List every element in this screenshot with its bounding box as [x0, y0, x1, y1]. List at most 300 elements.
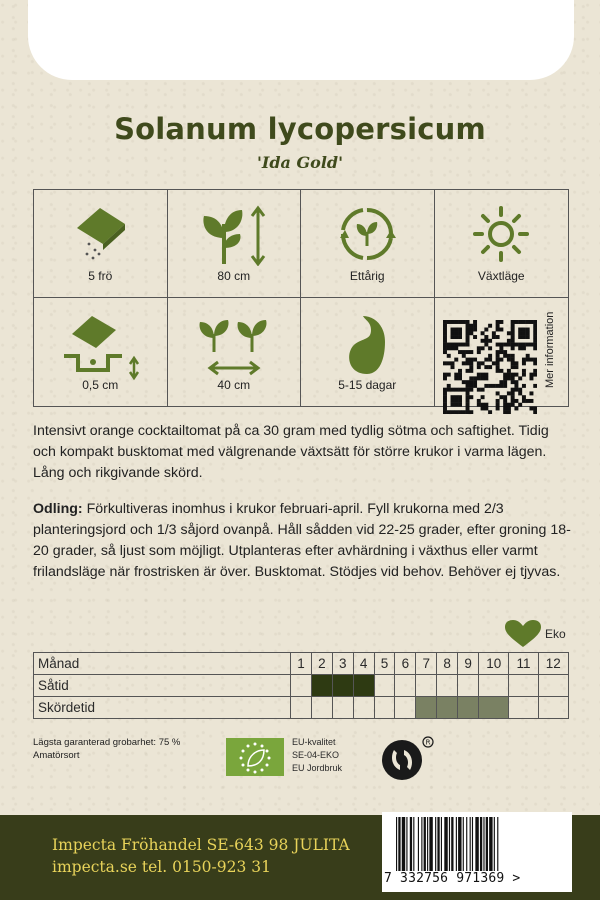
qr-module [525, 354, 529, 358]
qr-module [499, 380, 503, 384]
qr-module [480, 361, 484, 365]
qr-module [458, 335, 462, 339]
barcode-bar [470, 817, 471, 871]
qr-module [514, 388, 518, 392]
qr-module [454, 346, 458, 350]
qr-module [480, 373, 484, 377]
qr-module [480, 406, 484, 410]
cell-plant-height [168, 190, 302, 298]
footer-contact: impecta.se tel. 0150-923 31 [52, 858, 272, 876]
qr-module [461, 361, 465, 365]
qr-module [495, 369, 499, 373]
qr-module [443, 328, 447, 332]
qr-module [473, 335, 477, 339]
qr-module [495, 324, 499, 328]
cell-location [435, 190, 569, 298]
month-3: 3 [332, 653, 353, 675]
barcode-bar [475, 817, 478, 871]
qr-module [491, 384, 495, 388]
qr-module [503, 406, 507, 410]
germination-guarantee: Lägsta garanterad grobarhet: 75 % [33, 737, 181, 748]
harvest-cell [291, 697, 312, 719]
qr-module [510, 358, 514, 362]
barcode-bar [435, 817, 436, 871]
qr-module [450, 388, 454, 392]
germination-label: 5-15 dagar [338, 378, 397, 392]
barcode-bar [398, 817, 400, 871]
qr-module [503, 380, 507, 384]
qr-module [495, 399, 499, 403]
qr-module [480, 376, 484, 380]
cell-spacing [168, 298, 302, 406]
month-7: 7 [416, 653, 437, 675]
qr-module [450, 328, 454, 332]
qr-module [495, 361, 499, 365]
qr-module [443, 346, 447, 350]
month-2: 2 [311, 653, 332, 675]
eu-line-3: EU Jordbruk [292, 763, 343, 773]
qr-module [533, 346, 537, 350]
qr-module [510, 399, 514, 403]
qr-module [465, 328, 469, 332]
qr-module [506, 358, 510, 362]
qr-module [518, 403, 522, 407]
svg-text:R: R [425, 738, 431, 747]
qr-module [521, 369, 525, 373]
qr-module [484, 358, 488, 362]
qr-module [446, 410, 450, 414]
qr-module [521, 384, 525, 388]
qr-module [480, 346, 484, 350]
qr-module [514, 343, 518, 347]
qr-module [506, 331, 510, 335]
qr-module [533, 358, 537, 362]
calendar-header-row [34, 653, 569, 675]
qr-module [533, 373, 537, 377]
harvest-cell [538, 697, 568, 719]
barcode-number: 7 332756 971369 > [384, 871, 521, 886]
cultivation-text [33, 499, 573, 583]
qr-module [465, 335, 469, 339]
qr-module [506, 403, 510, 407]
sowing-row [34, 675, 569, 697]
sun-icon [469, 204, 533, 264]
qr-module [454, 410, 458, 414]
qr-module [521, 331, 525, 335]
qr-module [499, 350, 503, 354]
qr-module [510, 376, 514, 380]
annual-cycle-icon [336, 204, 398, 264]
qr-module [446, 343, 450, 347]
barcode-bar [402, 817, 405, 871]
qr-module [499, 343, 503, 347]
qr-module [480, 403, 484, 407]
barcode-bar [480, 817, 482, 871]
qr-module [443, 391, 447, 395]
qr-module [443, 388, 447, 392]
qr-module [469, 395, 473, 399]
harvest-cell [416, 697, 437, 719]
qr-module [491, 335, 495, 339]
barcode-bar [406, 817, 407, 871]
qr-module [450, 331, 454, 335]
more-info-label: Mer information [544, 311, 556, 389]
germination-info [33, 736, 180, 762]
qr-module [476, 346, 480, 350]
qr-module [476, 399, 480, 403]
qr-module [469, 376, 473, 380]
qr-module [495, 350, 499, 354]
harvest-cell [311, 697, 332, 719]
qr-module [525, 331, 529, 335]
sowing-cell [458, 675, 479, 697]
qr-module [495, 335, 499, 339]
qr-module [443, 399, 447, 403]
qr-module [484, 384, 488, 388]
qr-module [514, 365, 518, 369]
qr-module [465, 384, 469, 388]
qr-module [458, 343, 462, 347]
qr-module [521, 373, 525, 377]
qr-module [491, 361, 495, 365]
qr-module [525, 320, 529, 324]
qr-module [465, 388, 469, 392]
qr-module [469, 388, 473, 392]
qr-module [484, 406, 488, 410]
qr-module [533, 343, 537, 347]
qr-module [443, 406, 447, 410]
qr-module [473, 376, 477, 380]
qr-module [443, 343, 447, 347]
barcode-bar [489, 817, 492, 871]
qr-module [458, 403, 462, 407]
qr-module [476, 373, 480, 377]
qr-module [533, 406, 537, 410]
sowing-cell [353, 675, 374, 697]
qr-module [533, 331, 537, 335]
qr-module [499, 320, 503, 324]
qr-module [506, 369, 510, 373]
qr-module [443, 339, 447, 343]
qr-module [480, 331, 484, 335]
qr-module [495, 343, 499, 347]
page-title: Solanum lycopersicum [114, 112, 486, 146]
sowing-cell [311, 675, 332, 697]
qr-module [469, 361, 473, 365]
qr-module [484, 373, 488, 377]
harvest-cell [437, 697, 458, 719]
qr-module [458, 331, 462, 335]
qr-module [454, 358, 458, 362]
qr-module [529, 376, 533, 380]
harvest-row-label: Skördetid [34, 697, 291, 719]
qr-module [465, 369, 469, 373]
qr-module [521, 361, 525, 365]
qr-module [521, 328, 525, 332]
spacing-label: 40 cm [217, 378, 251, 392]
qr-module [503, 376, 507, 380]
calendar-header-label: Månad [34, 653, 291, 675]
barcode-bar [497, 817, 498, 871]
qr-module [484, 328, 488, 332]
qr-module [465, 350, 469, 354]
qr-module [465, 339, 469, 343]
qr-module [503, 399, 507, 403]
qr-module [476, 376, 480, 380]
eko-badge [505, 620, 566, 648]
sowing-cell [538, 675, 568, 697]
qr-module [506, 410, 510, 414]
qr-module [503, 410, 507, 414]
qr-module [484, 403, 488, 407]
harvest-cell [509, 697, 538, 719]
qr-module [510, 320, 514, 324]
qr-module [529, 391, 533, 395]
qr-module [525, 399, 529, 403]
sowing-cell [374, 675, 395, 697]
qr-module [450, 399, 454, 403]
qr-module [480, 395, 484, 399]
qr-module [465, 358, 469, 362]
qr-module [461, 343, 465, 347]
qr-module [499, 395, 503, 399]
qr-module [458, 328, 462, 332]
footer-address: Impecta Fröhandel SE-643 98 JULITA [52, 836, 350, 854]
qr-module [446, 361, 450, 365]
qr-module [514, 373, 518, 377]
qr-module [510, 335, 514, 339]
qr-module [529, 373, 533, 377]
qr-module [529, 343, 533, 347]
qr-module [506, 354, 510, 358]
barcode-bar [456, 817, 457, 871]
qr-module [450, 320, 454, 324]
qr-module [473, 320, 477, 324]
barcode-bar [437, 817, 439, 871]
qr-module [458, 410, 462, 414]
qr-module [521, 346, 525, 350]
cultivation-heading: Odling: [33, 501, 83, 517]
qr-module [443, 395, 447, 399]
qr-module [484, 335, 488, 339]
barcode [382, 812, 572, 892]
plant-spacing-icon [192, 312, 276, 378]
qr-module [476, 365, 480, 369]
lifecycle-label: Ettårig [349, 269, 385, 283]
barcode-bar [463, 817, 464, 871]
qr-module [458, 350, 462, 354]
qr-module [443, 373, 447, 377]
qr-module [465, 331, 469, 335]
qr-module [465, 380, 469, 384]
qr-module [454, 376, 458, 380]
qr-module [469, 380, 473, 384]
qr-module [461, 354, 465, 358]
eu-certification-text [292, 736, 342, 775]
qr-module [465, 320, 469, 324]
qr-module [446, 320, 450, 324]
qr-module [499, 328, 503, 332]
qr-module [510, 403, 514, 407]
qr-module [521, 358, 525, 362]
qr-module [450, 410, 454, 414]
qr-module [454, 395, 458, 399]
qr-module [506, 376, 510, 380]
qr-module [499, 346, 503, 350]
plant-height-label: 80 cm [217, 269, 251, 283]
qr-module [499, 384, 503, 388]
qr-module [510, 365, 514, 369]
qr-module [465, 343, 469, 347]
qr-module [488, 346, 492, 350]
qr-module [465, 410, 469, 414]
qr-module [450, 395, 454, 399]
qr-module [510, 395, 514, 399]
qr-module [495, 358, 499, 362]
barcode-bar [444, 817, 447, 871]
qr-module [458, 388, 462, 392]
qr-module [461, 350, 465, 354]
barcode-bar [396, 817, 397, 871]
month-4: 4 [353, 653, 374, 675]
germination-icon [337, 312, 397, 376]
harvest-cell [374, 697, 395, 719]
qr-module [533, 339, 537, 343]
qr-module [473, 358, 477, 362]
qr-module [469, 350, 473, 354]
qr-module [465, 399, 469, 403]
qr-module [518, 328, 522, 332]
qr-module [514, 380, 518, 384]
qr-module [506, 406, 510, 410]
qr-module [488, 339, 492, 343]
barcode-bar [429, 817, 432, 871]
qr-module [525, 358, 529, 362]
qr-module [450, 346, 454, 350]
qr-module [518, 331, 522, 335]
qr-module [529, 320, 533, 324]
qr-code-icon[interactable] [443, 320, 537, 414]
qr-module [488, 324, 492, 328]
month-11: 11 [509, 653, 538, 675]
month-1: 1 [291, 653, 312, 675]
qr-module [518, 376, 522, 380]
qr-module [503, 395, 507, 399]
barcode-bar [418, 817, 419, 871]
qr-module [480, 388, 484, 392]
qr-module [446, 384, 450, 388]
qr-module [469, 331, 473, 335]
qr-module [454, 335, 458, 339]
qr-module [458, 395, 462, 399]
qr-module [454, 388, 458, 392]
qr-module [514, 384, 518, 388]
qr-module [514, 399, 518, 403]
qr-module [484, 343, 488, 347]
qr-module [510, 373, 514, 377]
qr-module [465, 395, 469, 399]
qr-module [499, 358, 503, 362]
qr-module [533, 410, 537, 414]
qr-module [491, 331, 495, 335]
qr-module [458, 320, 462, 324]
qr-module [510, 354, 514, 358]
qr-module [450, 361, 454, 365]
qr-module [476, 388, 480, 392]
qr-module [518, 335, 522, 339]
qr-module [525, 343, 529, 347]
eu-leaf-icon [226, 738, 284, 776]
qr-module [443, 403, 447, 407]
barcode-bar [458, 817, 461, 871]
qr-module [533, 361, 537, 365]
qr-module [484, 365, 488, 369]
cell-qr[interactable] [435, 298, 569, 406]
sowing-cell [332, 675, 353, 697]
qr-module [510, 331, 514, 335]
sowing-cell [291, 675, 312, 697]
qr-module [454, 373, 458, 377]
eu-line-2: SE-04-EKO [292, 750, 340, 760]
qr-module [503, 354, 507, 358]
qr-module [503, 403, 507, 407]
barcode-bar [410, 817, 412, 871]
qr-module [533, 320, 537, 324]
month-8: 8 [437, 653, 458, 675]
qr-module [469, 328, 473, 332]
qr-module [533, 335, 537, 339]
qr-module [484, 339, 488, 343]
variety-name: 'Ida Gold' [256, 153, 343, 172]
growing-calendar [33, 652, 569, 719]
qr-module [473, 380, 477, 384]
qr-module [506, 343, 510, 347]
qr-module [476, 361, 480, 365]
harvest-row [34, 697, 569, 719]
qr-module [461, 388, 465, 392]
qr-module [465, 391, 469, 395]
qr-module [533, 328, 537, 332]
qr-module [510, 388, 514, 392]
cultivation-body: Förkultiveras inomhus i krukor februari-april. Fyll krukorna med 2/3 planteringsjord och 1/3 såjord ovanpå. Håll sådden vid 22-25 grader, efter groning 18-20 grader, så ljust som möjligt. Utplanteras efter avhärdning i växthus eller varmt frilandsläge när frostrisken är över. Busktomat. Stödjes vid behov. Behöver ej tjyvas. [33, 501, 571, 580]
qr-module [503, 373, 507, 377]
qr-module [529, 406, 533, 410]
cell-seed-count [34, 190, 168, 298]
barcode-bar [449, 817, 450, 871]
qr-module [473, 384, 477, 388]
qr-module [503, 384, 507, 388]
qr-module [514, 320, 518, 324]
barcode-bar [424, 817, 426, 871]
barcode-bar [441, 817, 442, 871]
qr-module [525, 335, 529, 339]
packet-window [28, 0, 574, 80]
qr-module [495, 384, 499, 388]
qr-module [465, 406, 469, 410]
barcode-bars [396, 817, 561, 871]
sowing-depth-icon [58, 312, 142, 382]
qr-module [454, 399, 458, 403]
qr-module [495, 403, 499, 407]
qr-module [458, 376, 462, 380]
qr-module [476, 403, 480, 407]
qr-module [446, 354, 450, 358]
qr-module [488, 358, 492, 362]
qr-module [458, 373, 462, 377]
qr-module [495, 354, 499, 358]
qr-module [450, 403, 454, 407]
qr-module [510, 361, 514, 365]
